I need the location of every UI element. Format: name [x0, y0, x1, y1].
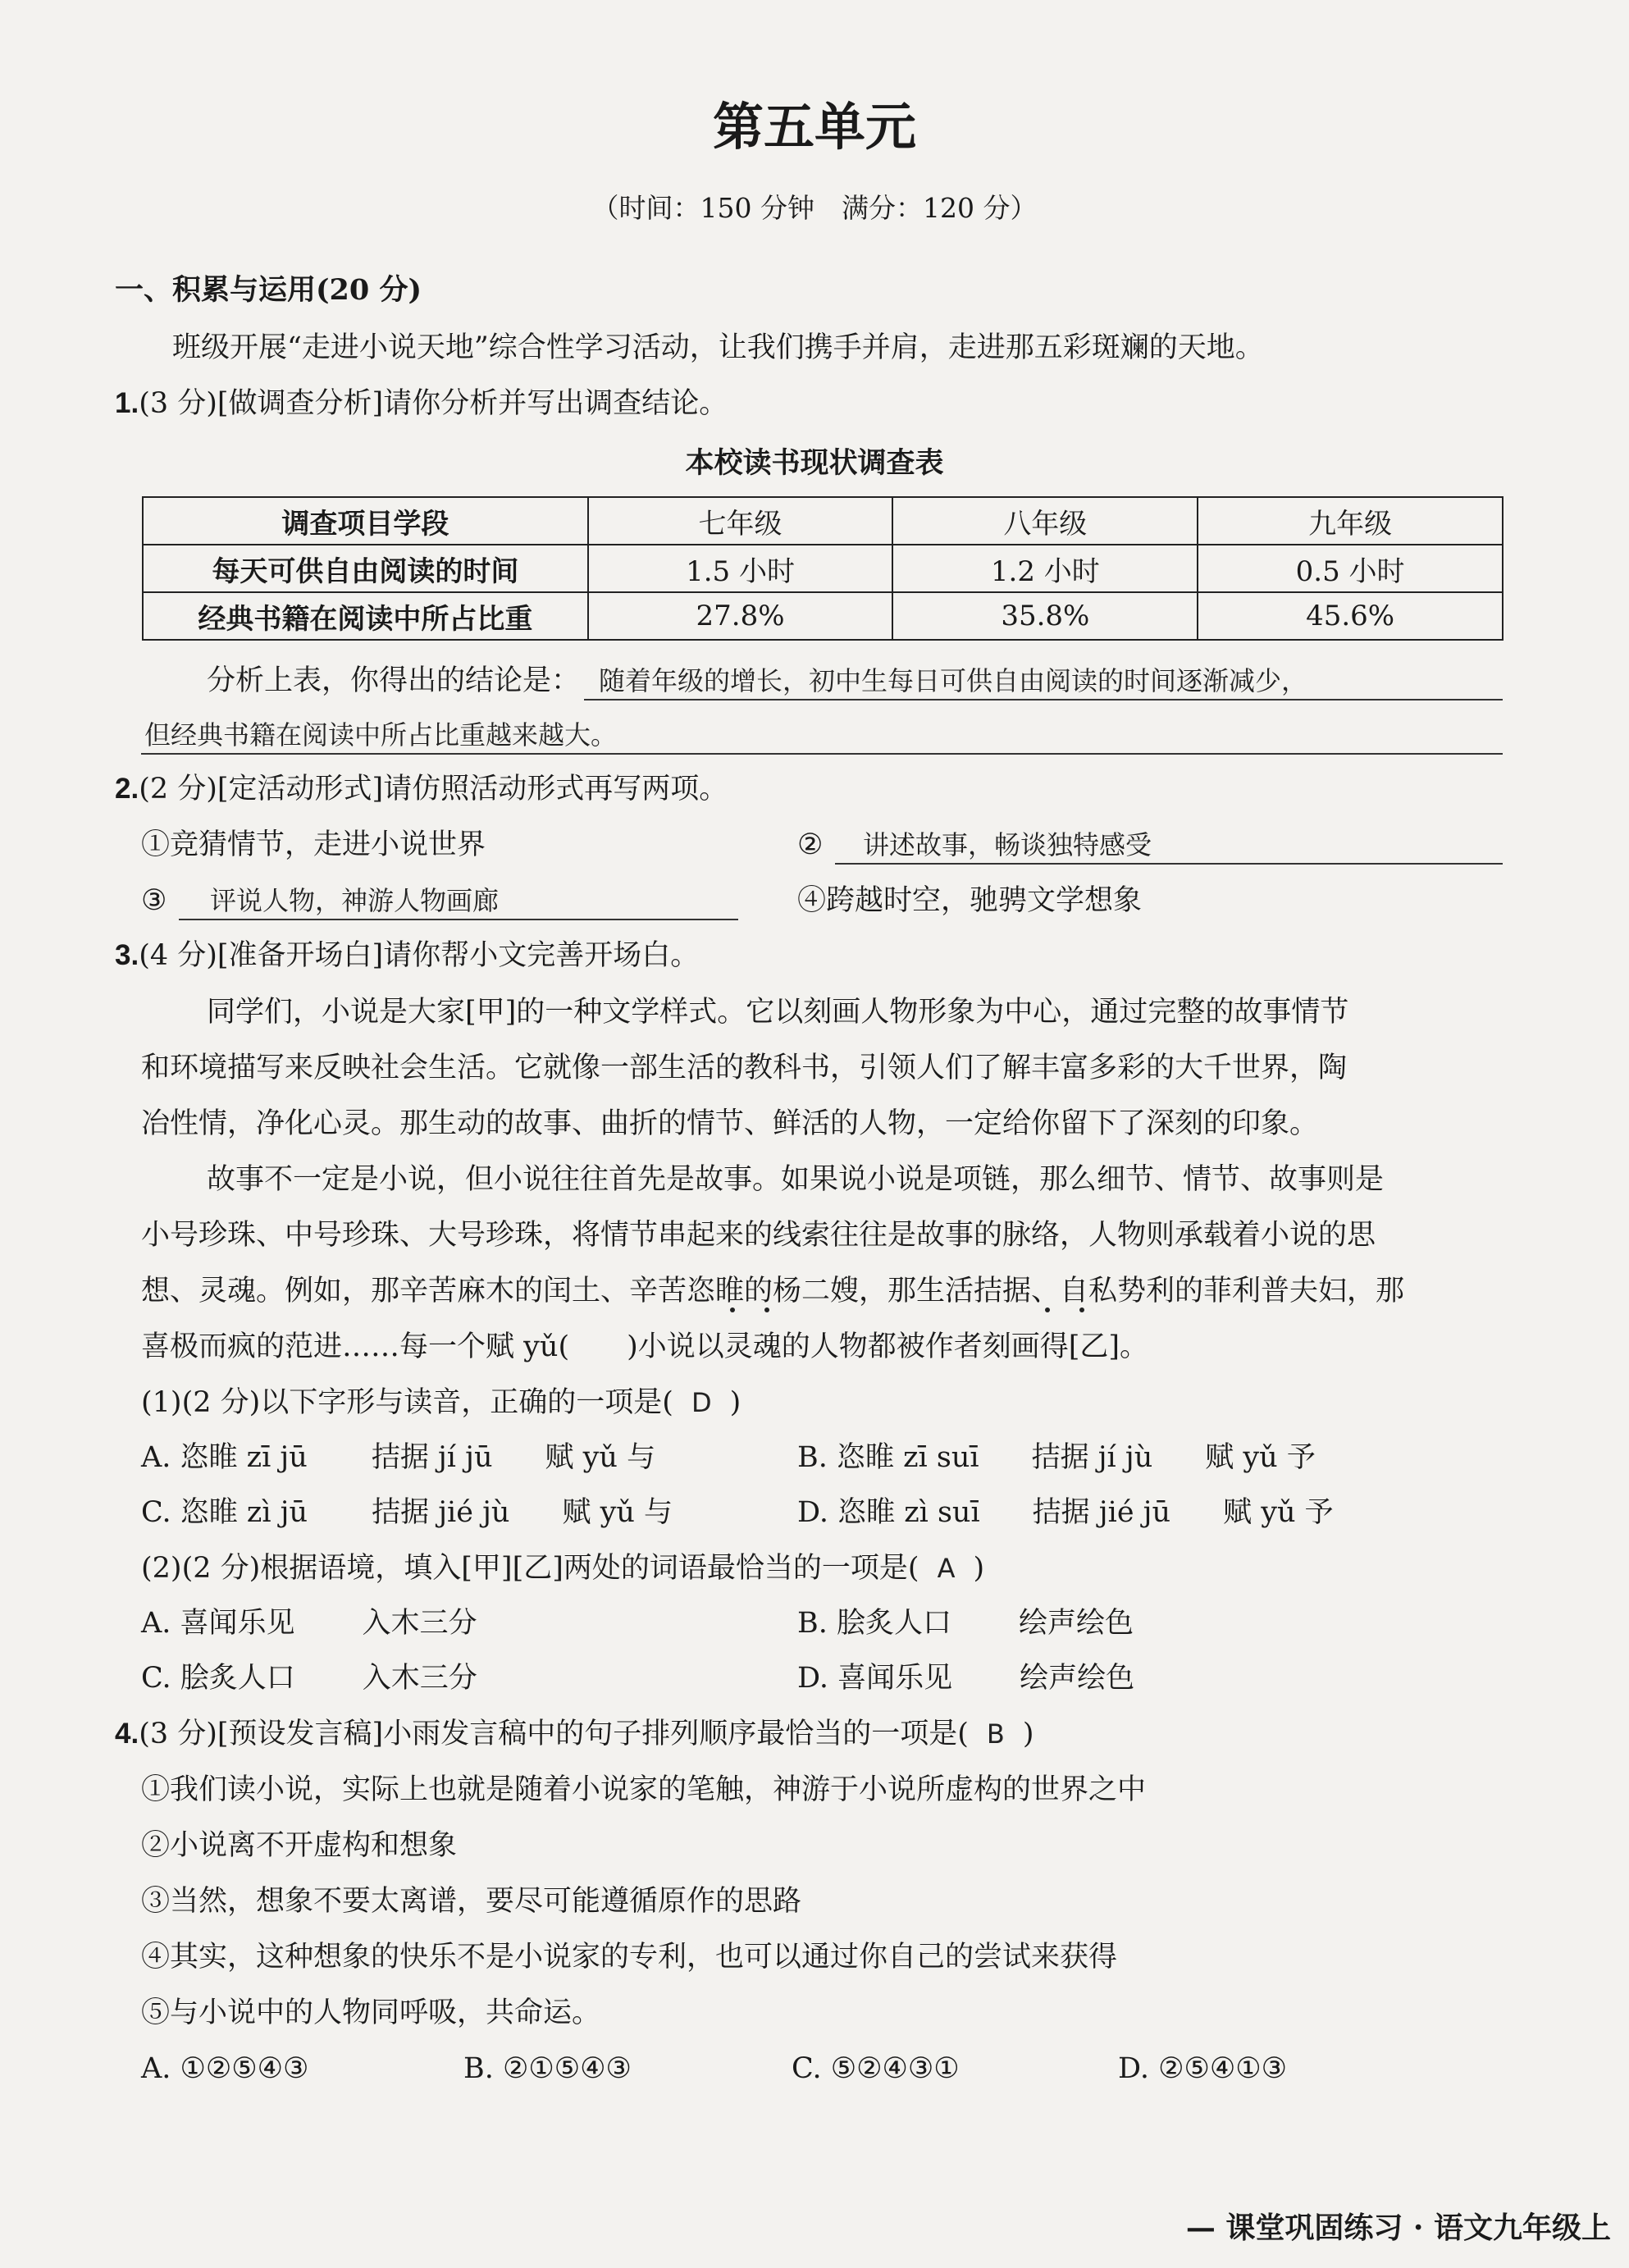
question-4	[115, 1716, 1034, 1752]
option-part: 拮据 jié jū	[1032, 1496, 1171, 1529]
question-2	[115, 771, 728, 807]
answer-line	[141, 717, 1503, 755]
option-part: 绘声绘色	[1020, 1662, 1135, 1695]
option-part: 入木三分	[362, 1662, 477, 1695]
emphasis-dot	[1079, 1307, 1084, 1312]
sentence-item: ①我们读小说，实际上也就是随着小说家的笔触，神游于小说所虚构的世界之中	[141, 1773, 1147, 1806]
sub-question-1	[141, 1385, 741, 1421]
option-part: 拮据 jí jù	[1031, 1441, 1153, 1474]
sentence-item: ④其实，这种想象的快乐不是小说家的专利，也可以通过你自己的尝试来获得	[141, 1941, 1118, 1974]
paragraph-line: 冶性情，净化心灵。那生动的故事、曲折的情节、鲜活的人物，一定给你留下了深刻的印象。	[141, 1107, 1319, 1140]
option-part: 入木三分	[362, 1607, 477, 1640]
option-d: D. ②⑤④①③	[1118, 2052, 1287, 2085]
conclusion-prompt: 分析上表，你得出的结论是：	[207, 664, 581, 697]
option-b: B. ②①⑤④③	[463, 2052, 632, 2085]
question-stem: (3 分)[做调查分析]请你分析并写出调查结论。	[139, 387, 728, 420]
handwritten-answer: 评说人物，神游人物画廊	[210, 885, 500, 916]
handwritten-answer: 讲述故事，畅谈独特感受	[863, 829, 1152, 860]
option-part: 赋 yǔ 予	[1205, 1441, 1316, 1474]
handwritten-choice: A	[937, 1553, 956, 1584]
section-heading: 一、积累与运用(20 分)	[115, 273, 422, 307]
option-part: B. 恣睢 zī suī	[797, 1441, 979, 1474]
handwritten-answer: 但经典书籍在阅读中所占比重越来越大。	[144, 719, 618, 751]
option-part: 拮据 jí jū	[371, 1441, 493, 1474]
table-cell: 35.8%	[892, 592, 1198, 640]
option-b	[797, 1440, 1316, 1476]
option-part: A. 恣睢 zī jū	[141, 1441, 308, 1474]
table-header-cell: 七年级	[588, 497, 893, 545]
emphasis-dot	[730, 1307, 735, 1312]
option-part: A. 喜闻乐见	[141, 1607, 295, 1640]
table-cell: 每天可供自由阅读的时间	[143, 545, 588, 592]
paragraph-line: 故事不一定是小说，但小说往往首先是故事。如果说小说是项链，那么细节、情节、故事则是	[207, 1163, 1385, 1196]
question-number: 3.	[115, 939, 139, 971]
table-cell: 经典书籍在阅读中所占比重	[143, 592, 588, 640]
paragraph-line: 喜极而疯的范进……每一个赋 yǔ( )小说以灵魂的人物都被作者刻画得[乙]。	[141, 1330, 1149, 1363]
table-header-cell: 九年级	[1198, 497, 1503, 545]
answer-line	[179, 883, 738, 920]
unit-title: 第五单元	[712, 97, 916, 157]
question-number: 2.	[115, 773, 139, 805]
table-cell: 27.8%	[588, 592, 893, 640]
table-header-cell: 八年级	[892, 497, 1198, 545]
table-cell: 45.6%	[1198, 592, 1503, 640]
question-stem: (4 分)[准备开场白]请你帮小文完善开场白。	[139, 939, 700, 972]
option-a: A. ①②⑤④③	[141, 2052, 309, 2085]
table-row	[143, 592, 1503, 640]
table-title: 本校读书现状调查表	[685, 446, 944, 480]
option-c: C. ⑤②④③①	[792, 2052, 960, 2085]
paragraph-line: 同学们，小说是大家[甲]的一种文学样式。它以刻画人物形象为中心，通过完整的故事情节	[207, 996, 1349, 1029]
option-d	[797, 1495, 1334, 1531]
handwritten-choice: D	[691, 1387, 712, 1418]
sub-question-stem: (2)(2 分)根据语境，填入[甲][乙]两处的词语最恰当的一项是(	[141, 1552, 919, 1585]
option-part: D. 喜闻乐见	[797, 1662, 953, 1695]
activity-item: ④跨越时空，驰骋文学想象	[797, 884, 1143, 917]
option-part: 绘声绘色	[1018, 1607, 1134, 1640]
emphasis-dot	[1045, 1307, 1050, 1312]
option-b	[797, 1605, 1134, 1641]
paragraph-line: 小号珍珠、中号珍珠、大号珍珠，将情节串起来的线索往往是故事的脉络，人物则承载着小说的思	[141, 1219, 1376, 1252]
question-stem: (2 分)[定活动形式]请仿照活动形式再写两项。	[139, 773, 728, 805]
answer-line	[835, 827, 1503, 865]
option-part: D. 恣睢 zì suī	[797, 1496, 980, 1529]
question-number: 4.	[115, 1718, 139, 1750]
activity-item-label: ③	[141, 884, 167, 917]
exam-time-score: （时间：150 分钟 满分：120 分）	[591, 192, 1038, 224]
sentence-item: ③当然，想象不要太离谱，要尽可能遵循原作的思路	[141, 1885, 802, 1918]
question-stem: (3 分)[预设发言稿]小雨发言稿中的句子排列顺序最恰当的一项是(	[139, 1718, 969, 1750]
sub-question-2	[141, 1550, 984, 1586]
survey-table	[142, 496, 1504, 641]
option-part: B. 脍炙人口	[797, 1607, 951, 1640]
option-part: C. 脍炙人口	[141, 1662, 295, 1695]
answer-line	[584, 663, 1503, 700]
option-part: 拮据 jié jù	[372, 1496, 510, 1529]
table-cell: 1.5 小时	[588, 545, 893, 592]
option-a	[141, 1440, 655, 1476]
question-3	[115, 938, 699, 974]
bracket-close: )	[973, 1552, 985, 1585]
option-part: C. 恣睢 zì jū	[141, 1496, 308, 1529]
paragraph-line: 和环境描写来反映社会生活。它就像一部生活的教科书，引领人们了解丰富多彩的大千世界，陶	[141, 1052, 1348, 1084]
sentence-item: ②小说离不开虚构和想象	[141, 1829, 458, 1862]
table-header-row	[143, 497, 1503, 545]
table-row	[143, 545, 1503, 592]
handwritten-choice: B	[986, 1718, 1005, 1750]
section-intro: 班级开展“走进小说天地”综合性学习活动，让我们携手并肩，走进那五彩斑斓的天地。	[172, 331, 1264, 364]
activity-item: ①竞猜情节，走进小说世界	[141, 828, 486, 861]
sentence-item: ⑤与小说中的人物同呼吸，共命运。	[141, 1996, 601, 2029]
table-header-cell: 调查项目学段	[143, 497, 588, 545]
option-d	[797, 1660, 1134, 1696]
question-number: 1.	[115, 387, 139, 419]
page-footer: — 课堂巩固练习 · 语文九年级上	[1185, 2211, 1611, 2245]
question-1	[115, 386, 728, 422]
option-a	[141, 1605, 477, 1641]
paragraph-line: 想、灵魂。例如，那辛苦麻木的闰土、辛苦恣睢的杨二嫂，那生活拮据、自私势利的菲利普夫妇，那	[141, 1275, 1405, 1307]
sub-question-stem: (1)(2 分)以下字形与读音，正确的一项是(	[141, 1386, 673, 1419]
option-c	[141, 1660, 477, 1696]
activity-item-label: ②	[797, 828, 824, 861]
option-part: 赋 yǔ 与	[562, 1496, 673, 1529]
emphasis-dot	[764, 1307, 769, 1312]
bracket-close: )	[1022, 1718, 1034, 1750]
bracket-close: )	[729, 1386, 741, 1419]
table-cell: 1.2 小时	[892, 545, 1198, 592]
option-c	[141, 1495, 673, 1531]
handwritten-answer: 随着年级的增长，初中生每日可供自由阅读的时间逐渐减少，	[599, 665, 1308, 696]
option-part: 赋 yǔ 与	[545, 1441, 656, 1474]
option-part: 赋 yǔ 予	[1223, 1496, 1334, 1529]
table-cell: 0.5 小时	[1198, 545, 1503, 592]
